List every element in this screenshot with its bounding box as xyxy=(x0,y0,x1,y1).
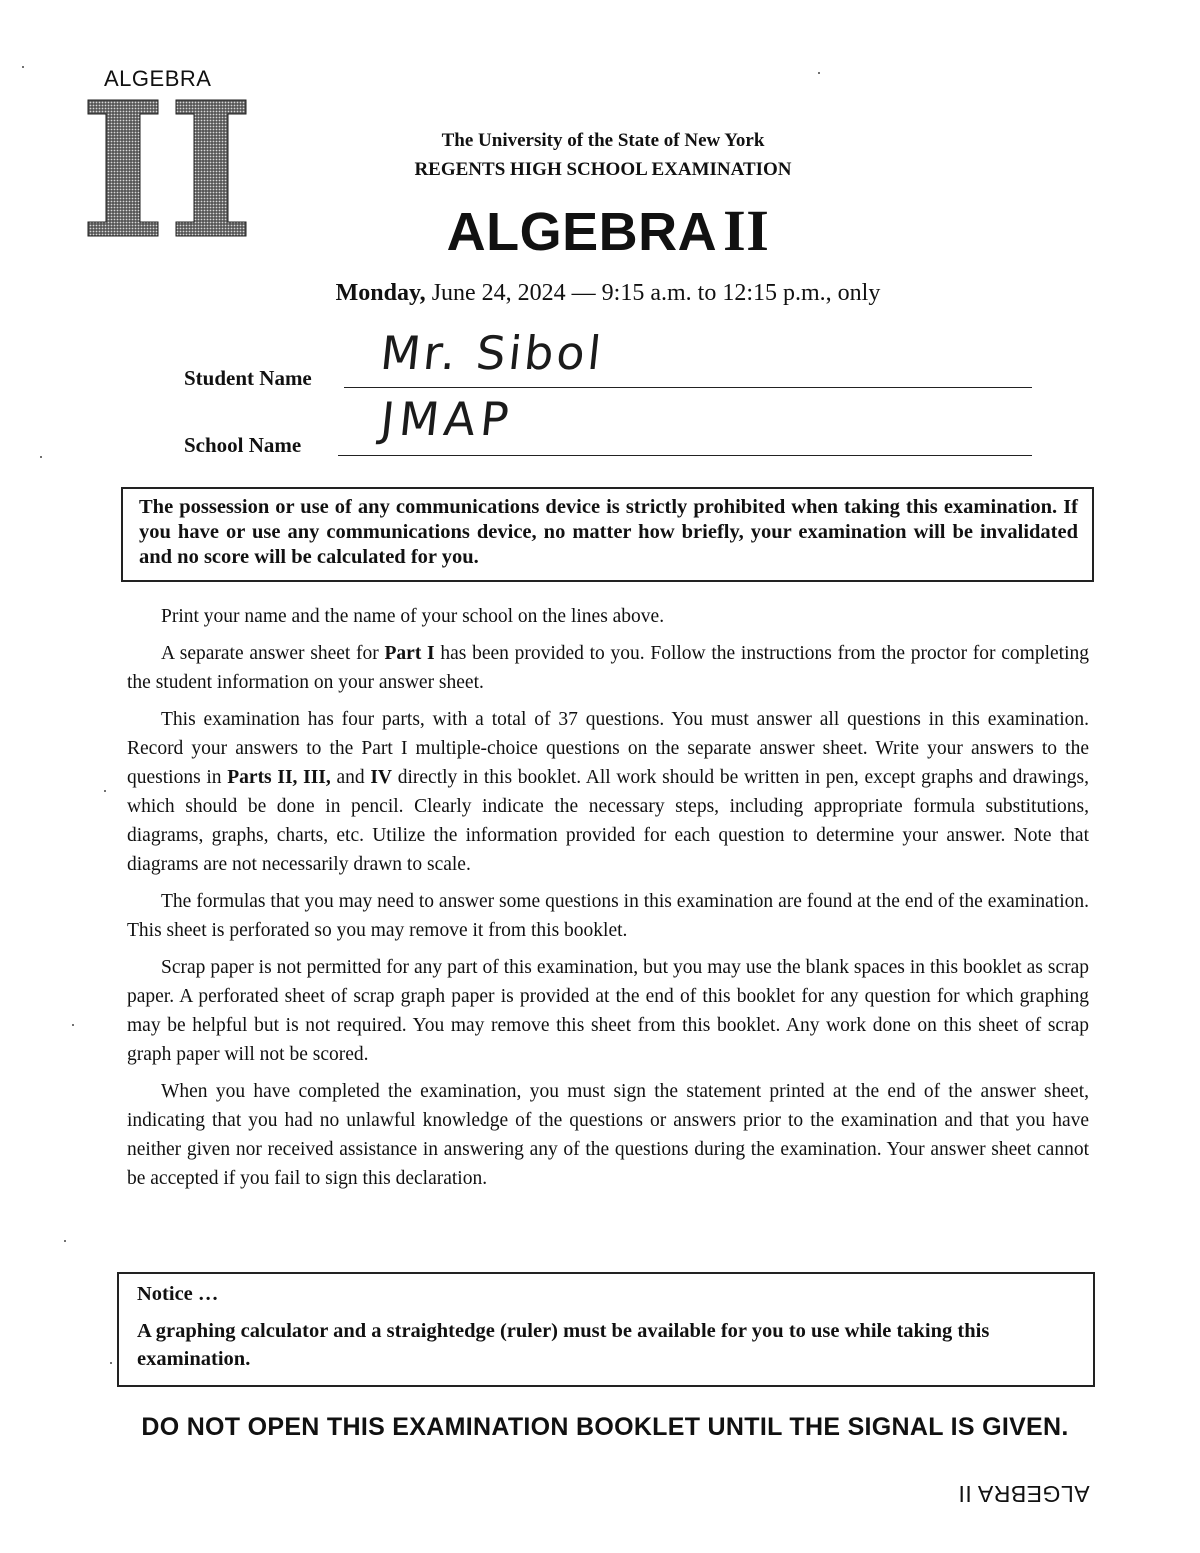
scan-speck xyxy=(64,1240,66,1242)
upside-down-subject-label: ALGEBRA II xyxy=(958,1481,1090,1507)
scan-speck xyxy=(110,1362,112,1364)
student-name-label: Student Name xyxy=(184,366,312,390)
exam-header xyxy=(0,126,1200,184)
device-warning-text: The possession or use of any communications device is strictly prohibited when taking this examination. If you have or use any communications device, no matter how briefly, your examination will be invalidated and no score will be calculated for you. xyxy=(139,496,1078,568)
exam-title-word: ALGEBRA xyxy=(446,202,718,262)
instruction-paragraph: The formulas that you may need to answer some questions in this examination are found at the end of the examination. This sheet is perforated so you may remove it from this booklet. xyxy=(127,891,1089,941)
scan-speck xyxy=(104,790,106,792)
scan-speck xyxy=(72,1024,74,1026)
exam-body-name: REGENTS HIGH SCHOOL EXAMINATION xyxy=(414,159,792,180)
exam-date-day: Monday, xyxy=(335,280,426,306)
scan-speck xyxy=(22,66,24,68)
do-not-open-warning: DO NOT OPEN THIS EXAMINATION BOOKLET UNTIL THE SIGNAL IS GIVEN. xyxy=(141,1413,1069,1441)
instruction-paragraph: Print your name and the name of your school on the lines above. xyxy=(161,606,665,627)
scan-speck xyxy=(40,456,42,458)
exam-date-time: June 24, 2024 — 9:15 a.m. to 12:15 p.m., only xyxy=(425,280,881,306)
notice-title: Notice … xyxy=(137,1283,219,1305)
instructions xyxy=(127,602,1089,1201)
exam-title xyxy=(0,198,1200,265)
university-name: The University of the State of New York xyxy=(441,130,765,151)
school-name-label: School Name xyxy=(184,433,302,457)
school-name-value[interactable]: JMAP xyxy=(378,392,517,446)
school-name-line xyxy=(338,454,1032,456)
instruction-paragraph: Scrap paper is not permitted for any part of this examination, but you may use the blank spaces in this booklet as scrap paper. A perforated sheet of scrap graph paper is provided at the end of this booklet for any question for which graphing may be helpful but is not required. You may remove this sheet from this booklet. Any work done on this sheet of scrap graph paper will not be scored. xyxy=(127,957,1089,1065)
instruction-paragraph: When you have completed the examination, you must sign the statement printed at the end of the answer sheet, indicating that you had no unlawful knowledge of the questions or answers prior to the examination and that you have neither given nor received assistance in answering any of the questions during the examination. Your answer sheet cannot be accepted if you fail to sign this declaration. xyxy=(127,1081,1089,1189)
corner-subject-label: ALGEBRA xyxy=(104,66,212,91)
notice-box xyxy=(117,1272,1095,1387)
instruction-paragraph: This examination has four parts, with a total of 37 questions. You must answer all questions in this examination. Record your answers to the Part I multiple-choice questions on the separate answer sheet. Write your answers to the questions in Parts II, III, and IV directly in this booklet. All work should be written in pen, except graphs and drawings, which should be done in pencil. Clearly indicate the necessary steps, including appropriate formula substitutions, diagrams, graphs, charts, etc. Utilize the information provided for each question to determine your answer. Note that diagrams are not necessarily drawn to scale. xyxy=(127,709,1090,875)
student-name-line xyxy=(344,386,1032,388)
exam-title-numeral: II xyxy=(723,198,770,263)
device-warning-box xyxy=(121,487,1094,582)
exam-date xyxy=(0,280,1200,307)
student-name-value[interactable]: Mr. Sibol xyxy=(378,326,607,380)
instruction-paragraph: A separate answer sheet for Part I has been provided to you. Follow the instructions from the proctor for completing the student information on your answer sheet. xyxy=(127,643,1089,693)
notice-body: A graphing calculator and a straightedge (ruler) must be available for you to use while taking this examination. xyxy=(137,1320,990,1370)
scan-speck xyxy=(818,72,820,74)
